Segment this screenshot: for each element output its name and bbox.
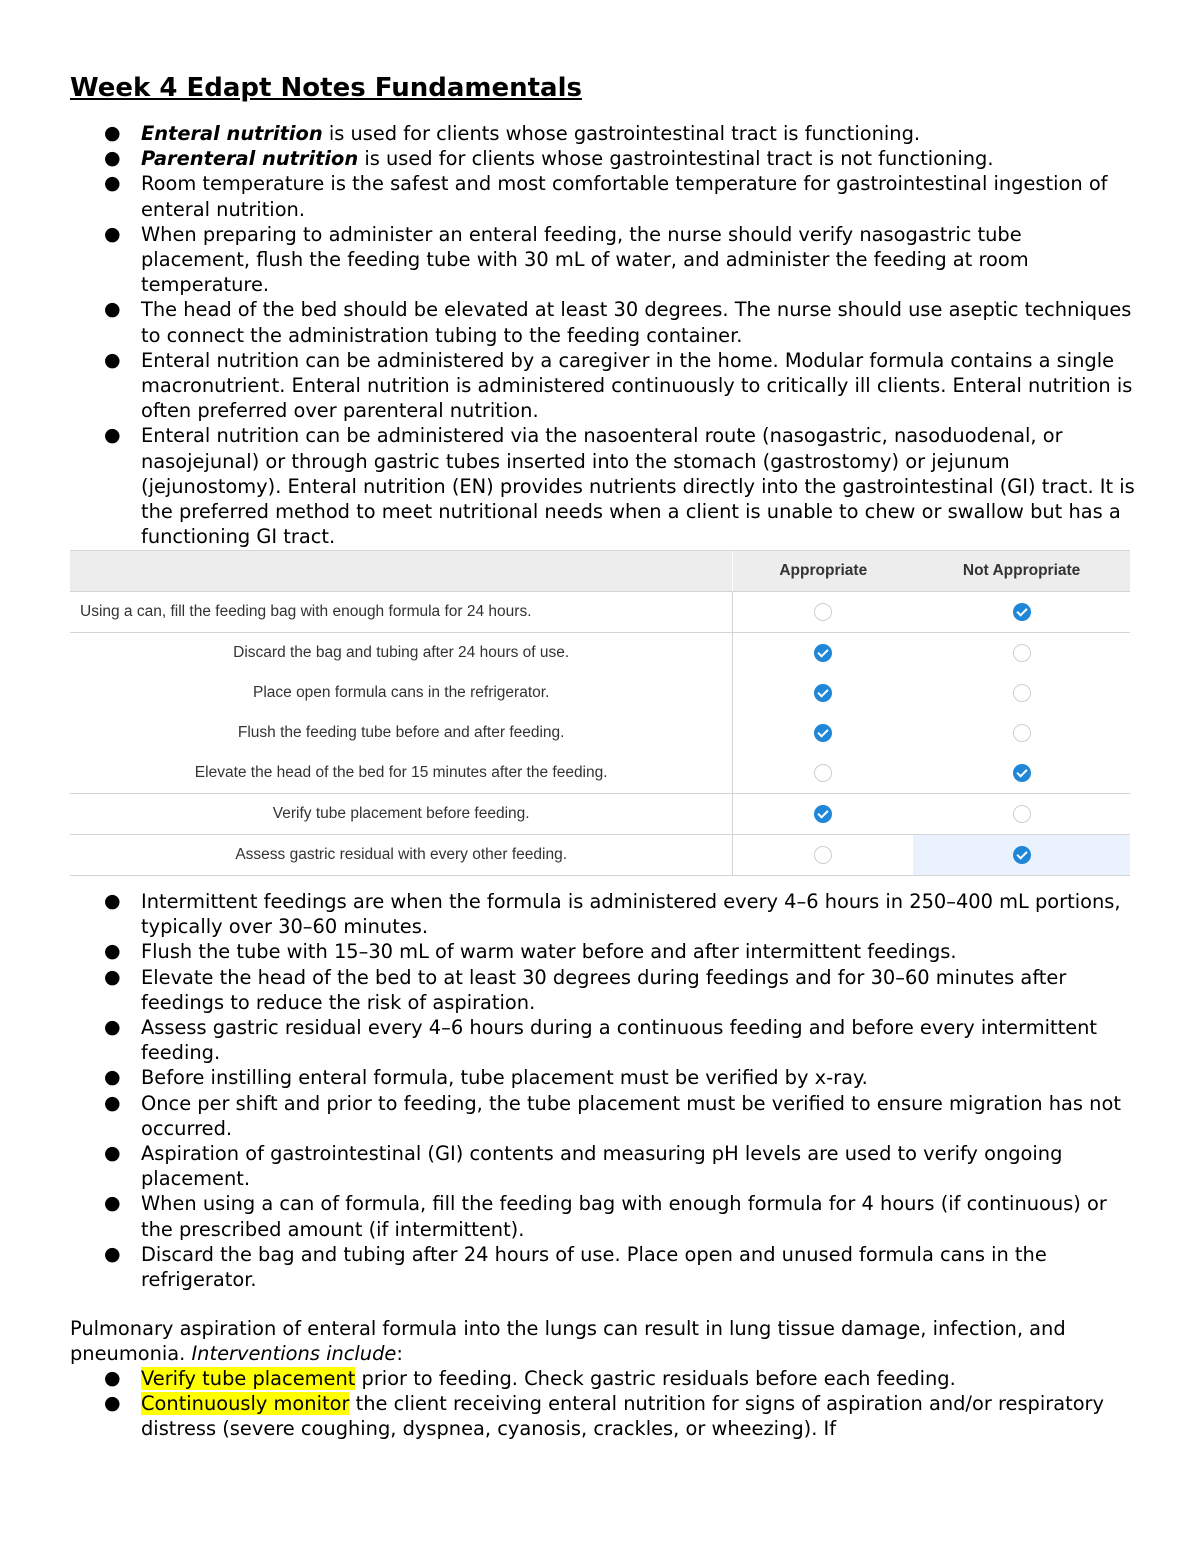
bullet-icon: ●: [104, 147, 121, 170]
bullet-list-interventions: [0, 1366, 1200, 1442]
bullet-icon: ●: [104, 1066, 121, 1089]
row-label: Using a can, fill the feeding bag with enough formula for 24 hours.: [80, 603, 532, 620]
item-text: The head of the bed should be elevated at least 30 degrees. The nurse should use aseptic techniques to connect the administration tubing to the feeding container.: [141, 298, 1132, 347]
bullet-icon: ●: [104, 1392, 121, 1415]
not-appropriate-radio-icon[interactable]: [1013, 764, 1031, 782]
page-title: Week 4 Edapt Notes Fundamentals: [70, 73, 582, 103]
list-item: [0, 1065, 1200, 1090]
header-not-appropriate: Not Appropriate: [962, 562, 1081, 579]
item-text: Before instilling enteral formula, tube placement must be verified by x-ray.: [141, 1066, 868, 1090]
highlighted-text: Continuously monitor: [141, 1392, 350, 1416]
item-text: Assess gastric residual every 4–6 hours during a continuous feeding and before every intermittent feeding.: [141, 1016, 1098, 1065]
bullet-icon: ●: [104, 890, 121, 912]
row-label: Verify tube placement before feeding.: [272, 805, 530, 822]
appropriate-radio-icon[interactable]: [814, 764, 832, 782]
table-row: [70, 673, 1130, 713]
appropriateness-table: [70, 550, 1130, 876]
not-appropriate-radio-icon[interactable]: [1013, 846, 1031, 864]
item-text: When using a can of formula, fill the feeding bag with enough formula for 4 hours (if continuous) or the prescribed amount (if intermittent).: [141, 1192, 1107, 1241]
item-text: Enteral nutrition can be administered via the nasoenteral route (nasogastric, nasoduodenal, or nasojejunal) or through gastric tubes inserted into the stomach (gastrostomy) or jejunum (jejunostomy). Enteral nutrition (EN) provides nutrients directly into the gastrointestinal (GI) tract. It is the preferred method to meet nutritional needs when a client is unable to chew or swallow but has a functioning GI tract.: [141, 424, 1135, 549]
table-row: [70, 793, 1130, 834]
list-item: [0, 1242, 1200, 1292]
appropriate-radio-icon[interactable]: [814, 805, 832, 823]
bullet-icon: ●: [104, 1091, 121, 1114]
bullet-icon: ●: [104, 965, 121, 988]
bullet-icon: ●: [104, 122, 121, 144]
list-item: [0, 121, 1200, 146]
row-label: Elevate the head of the bed for 15 minutes after the feeding.: [194, 764, 608, 781]
list-item: [0, 297, 1200, 347]
table-header: [70, 550, 1130, 591]
table-row: [70, 753, 1130, 793]
item-text: Once per shift and prior to feeding, the tube placement must be verified to ensure migration has not occurred.: [141, 1091, 1121, 1140]
list-item: [0, 889, 1200, 939]
item-text: is used for clients whose gastrointestinal tract is not functioning.: [358, 147, 994, 171]
item-text: Elevate the head of the bed to at least 30 degrees during feedings and for 30–60 minutes after feedings to reduce the risk of aspiration.: [141, 965, 1067, 1014]
header-appropriate: Appropriate: [732, 551, 913, 591]
table-row: [70, 834, 1130, 876]
not-appropriate-radio-icon[interactable]: [1013, 644, 1031, 662]
table-row: [70, 591, 1130, 632]
list-item: [0, 939, 1200, 964]
list-item: [0, 1015, 1200, 1065]
bullet-icon: ●: [104, 1192, 121, 1215]
bullet-icon: ●: [104, 348, 121, 371]
paragraph-italic: Interventions include: [191, 1342, 397, 1366]
appropriate-radio-icon[interactable]: [814, 644, 832, 662]
not-appropriate-radio-icon[interactable]: [1013, 684, 1031, 702]
not-appropriate-radio-icon[interactable]: [1013, 724, 1031, 742]
list-item: [0, 1391, 1200, 1441]
list-item: [0, 222, 1200, 298]
item-text: Discard the bag and tubing after 24 hours of use. Place open and unused formula cans in the refrigerator.: [141, 1242, 1047, 1292]
bullet-list-intro: [0, 121, 1200, 549]
bullet-list-feeding: [0, 889, 1200, 1292]
row-label: Place open formula cans in the refrigerator.: [252, 684, 550, 701]
item-text: prior to feeding. Check gastric residuals before each feeding.: [355, 1367, 956, 1390]
bullet-icon: ●: [104, 1367, 121, 1389]
not-appropriate-radio-icon[interactable]: [1013, 603, 1031, 621]
list-item: [0, 348, 1200, 424]
list-item: [0, 1191, 1200, 1241]
not-appropriate-radio-icon[interactable]: [1013, 805, 1031, 823]
list-item: [0, 171, 1200, 221]
bullet-icon: ●: [104, 298, 121, 321]
list-item: [0, 146, 1200, 171]
paragraph-text: Pulmonary aspiration of enteral formula into the lungs can result in lung tissue damage, infection, and pneumonia.: [70, 1317, 1066, 1366]
bullet-icon: ●: [104, 1242, 121, 1265]
appropriate-radio-icon[interactable]: [814, 846, 832, 864]
item-text: Aspiration of gastrointestinal (GI) contents and measuring pH levels are used to verify ongoing placement.: [141, 1142, 1063, 1191]
list-item: [0, 423, 1200, 549]
term: Parenteral nutrition: [141, 147, 359, 171]
appropriate-radio-icon[interactable]: [814, 684, 832, 702]
table-row: [70, 713, 1130, 753]
item-text: When preparing to administer an enteral feeding, the nurse should verify nasogastric tube placement, flush the feeding tube with 30 mL of water, and administer the feeding at room temperature.: [141, 222, 1029, 297]
paragraph-end: :: [396, 1342, 403, 1366]
appropriate-radio-icon[interactable]: [814, 724, 832, 742]
item-text: Room temperature is the safest and most comfortable temperature for gastrointestinal ingestion of enteral nutrition.: [141, 172, 1108, 221]
item-text: Flush the tube with 15–30 mL of warm water before and after intermittent feedings.: [141, 940, 957, 964]
appropriate-radio-icon[interactable]: [814, 603, 832, 621]
bullet-icon: ●: [104, 1016, 121, 1039]
list-item: [0, 1091, 1200, 1141]
row-label: Discard the bag and tubing after 24 hours of use.: [233, 644, 570, 661]
row-label: Assess gastric residual with every other feeding.: [235, 846, 568, 863]
item-text: Enteral nutrition can be administered by a caregiver in the home. Modular formula contains a single macronutrient. Enteral nutrition is administered continuously to critically ill clients. Enteral nutrition is often preferred over parenteral nutrition.: [141, 348, 1133, 423]
bullet-icon: ●: [104, 222, 121, 245]
item-text: is used for clients whose gastrointestinal tract is functioning.: [322, 122, 921, 145]
list-item: [0, 965, 1200, 1015]
bullet-icon: ●: [104, 424, 121, 447]
bullet-icon: ●: [104, 940, 121, 963]
aspiration-paragraph: [70, 1316, 1140, 1366]
highlighted-text: Verify tube placement: [141, 1367, 356, 1390]
header-blank: [70, 551, 732, 591]
row-label: Flush the feeding tube before and after feeding.: [237, 724, 565, 741]
list-item: [0, 1141, 1200, 1191]
list-item: [0, 1366, 1200, 1391]
item-text: the client receiving enteral nutrition for signs of aspiration and/or respiratory distress (severe coughing, dyspnea, cyanosis, crackles, or wheezing). If: [141, 1392, 1105, 1441]
item-text: Intermittent feedings are when the formula is administered every 4–6 hours in 250–400 mL portions, typically over 30–60 minutes.: [141, 890, 1121, 939]
term: Enteral nutrition: [141, 122, 323, 145]
table-row: [70, 632, 1130, 673]
bullet-icon: ●: [104, 172, 121, 195]
bullet-icon: ●: [104, 1142, 121, 1165]
